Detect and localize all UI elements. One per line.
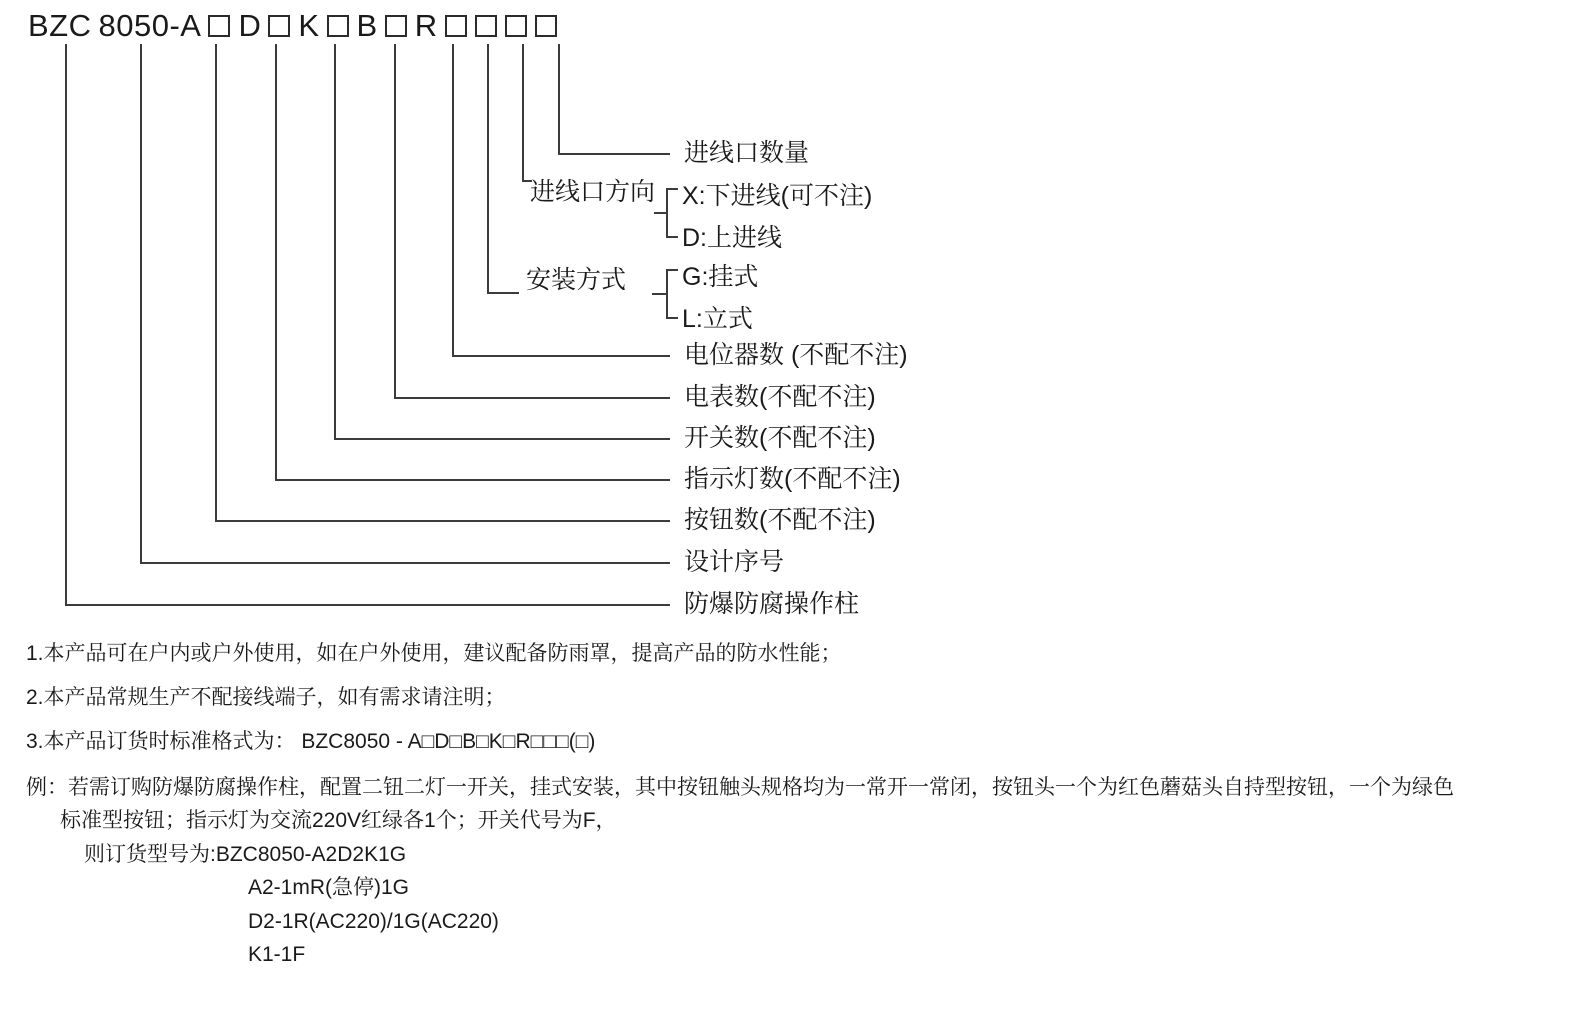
leader-vline-potentiometer [452,44,454,356]
code-segment-r: R [414,8,438,43]
code-segment-b: B [356,8,378,43]
leader-vline-inlet-direction [522,44,524,182]
label-button-count: 按钮数(不配不注) [684,506,876,534]
leader-vline-inlet-count [558,44,560,154]
leader-vline-meter [394,44,396,399]
example-line-4: A2-1mR(急停)1G [248,876,410,900]
leader-hline-design-serial [140,562,670,564]
note-2: 2.本产品常规生产不配接线端子，如有需求请注明； [26,685,506,709]
example-line-2: 标准型按钮；指示灯为交流220V红绿各1个；开关代号为F， [60,809,617,833]
code-box-mounting [475,15,497,37]
leader-hline-button [215,520,670,522]
leader-hline-mounting-brace [652,293,668,295]
label-mounting-option-l: L:立式 [682,305,753,333]
label-inlet-direction-option-x: X:下进线(可不注) [682,182,873,210]
leader-vline-button [215,44,217,522]
label-inlet-direction-title: 进线口方向 [530,178,656,206]
leader-hline-switch [334,438,670,440]
code-segment-d: D [238,8,262,43]
code-box-r [445,15,467,37]
code-segment-bzc: BZC [28,8,92,43]
label-mounting-title: 安装方式 [526,266,627,294]
leader-vline-product-name [65,44,67,606]
label-inlet-direction-option-d: D:上进线 [682,224,783,252]
leader-vline-switch [334,44,336,440]
code-box-d [268,15,290,37]
example-line-1: 例：若需订购防爆防腐操作柱，配置二钮二灯一开关，挂式安装，其中按钮触头规格均为一常开一常闭，按钮头一个为红色蘑菇头自持型按钮，一个为绿色 [26,775,1454,799]
model-code-string [28,8,565,44]
notes-section [26,640,1586,973]
code-box-inlet-count [535,15,557,37]
leader-hline-indicator [275,479,670,481]
leader-hline-meter [394,397,670,399]
example-line-5: D2-1R(AC220)/1G(AC220) [248,909,499,933]
label-switch-count: 开关数(不配不注) [684,424,876,452]
code-segment-8050a: 8050-A [98,8,202,43]
label-mounting-option-g: G:挂式 [682,263,759,291]
note-3: 3.本产品订货时标准格式为： BZC8050 - A□D□B□K□R□□□(□) [26,729,596,753]
leader-vline-indicator [275,44,277,481]
example-line-3: 则订货型号为:BZC8050-A2D2K1G [84,842,407,866]
code-segment-k: K [298,8,320,43]
label-inlet-count: 进线口数量 [684,139,810,167]
leader-hline-potentiometer [452,355,670,357]
leader-vline-design-serial [140,44,142,564]
leader-hline-product-name [65,604,670,606]
example-line-6: K1-1F [248,943,306,967]
label-indicator-count: 指示灯数(不配不注) [684,465,901,493]
leader-hline-inlet-count [558,153,670,155]
code-box-k [327,15,349,37]
label-meter-count: 电表数(不配不注) [684,383,876,411]
label-potentiometer-count: 电位器数 (不配不注) [684,341,908,369]
code-box-inlet-direction [505,15,527,37]
leader-hline-mounting [487,292,519,294]
label-product-name: 防爆防腐操作柱 [684,590,860,618]
code-box-a [208,15,230,37]
note-1: 1.本产品可在户内或户外使用，如在户外使用，建议配备防雨罩，提高产品的防水性能； [26,642,842,665]
leader-hline-inlet-direction-brace [654,212,668,214]
leader-vline-mounting [487,44,489,294]
code-box-b [385,15,407,37]
label-design-serial: 设计序号 [684,548,785,576]
